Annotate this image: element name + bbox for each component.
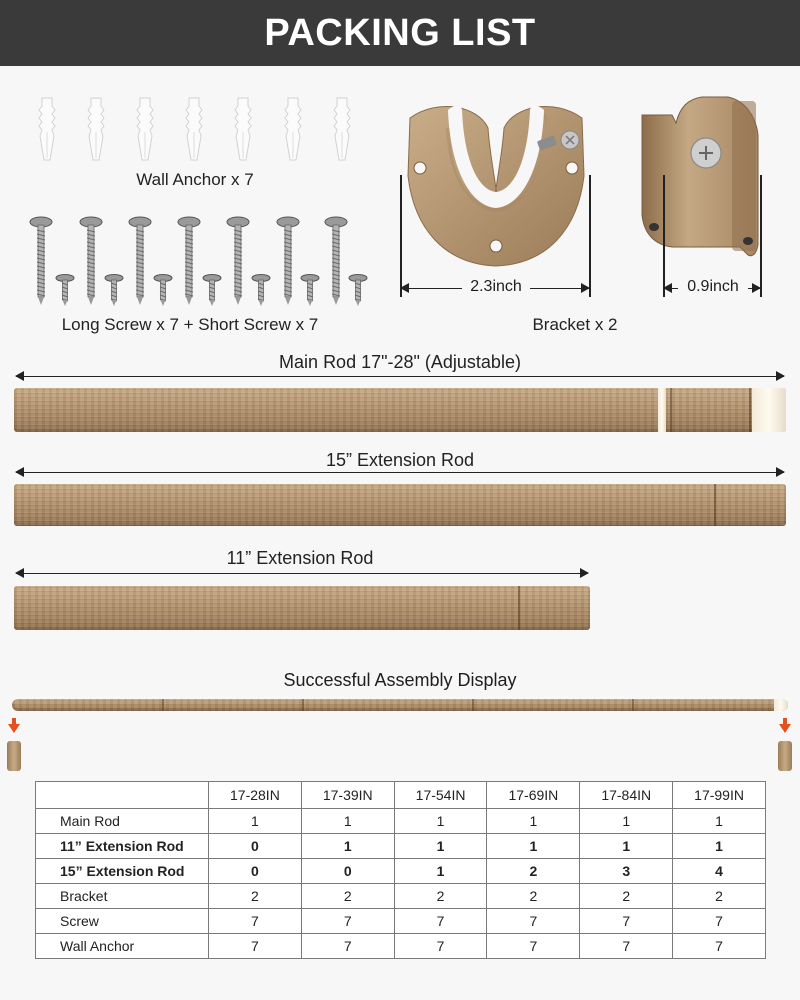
short-screw-icon [251, 274, 271, 306]
long-screw-icon [323, 216, 349, 306]
table-column-header: 17-54IN [394, 782, 487, 809]
page-header [0, 0, 800, 66]
ext11-rod-image [14, 586, 590, 630]
table-column-header: 17-84IN [580, 782, 673, 809]
table-cell: 7 [209, 909, 302, 934]
table-cell: 1 [394, 834, 487, 859]
table-row-label: Wall Anchor [36, 934, 209, 959]
wall-anchor-icon [333, 96, 351, 162]
assembly-spec-table [35, 781, 766, 959]
table-cell: 0 [301, 859, 394, 884]
short-screw-icon [153, 274, 173, 306]
wall-anchor-icon [87, 96, 105, 162]
table-cell: 1 [394, 859, 487, 884]
table-cell: 1 [580, 834, 673, 859]
long-screw-icon [275, 216, 301, 306]
table-cell: 1 [673, 834, 766, 859]
bracket-depth-label: 0.9inch [678, 278, 748, 296]
main-rod-image [14, 388, 786, 432]
table-cell: 1 [394, 809, 487, 834]
ext15-rod-title: 15” Extension Rod [325, 450, 475, 470]
table-row-label: Bracket [36, 884, 209, 909]
table-cell: 7 [673, 934, 766, 959]
table-cell: 0 [209, 834, 302, 859]
table-cell: 1 [673, 809, 766, 834]
table-row-label: Main Rod [36, 809, 209, 834]
wall-anchor-icon [185, 96, 203, 162]
bracket-front-image [398, 98, 594, 270]
table-row [36, 909, 766, 934]
table-column-header: 17-99IN [673, 782, 766, 809]
table-column-header: 17-39IN [301, 782, 394, 809]
table-cell: 7 [394, 934, 487, 959]
table-cell: 0 [209, 859, 302, 884]
long-screw-icon [127, 216, 153, 306]
table-cell: 1 [487, 834, 580, 859]
bracket-width-left-tick [400, 175, 402, 297]
table-row [36, 859, 766, 884]
right-bracket-icon [778, 741, 792, 771]
table-header-row [36, 782, 766, 809]
table-row [36, 809, 766, 834]
short-screw-icon [55, 274, 75, 306]
table-cell: 7 [580, 934, 673, 959]
table-column-header: 17-69IN [487, 782, 580, 809]
table-cell: 7 [487, 934, 580, 959]
left-bracket-icon [7, 741, 21, 771]
assembled-rod-image [12, 699, 788, 711]
left-down-arrow-icon [8, 724, 20, 733]
table-cell: 7 [487, 909, 580, 934]
ext15-rod-image [14, 484, 786, 526]
long-screw-icon [78, 216, 104, 306]
table-row [36, 884, 766, 909]
table-row-label: Screw [36, 909, 209, 934]
table-corner-cell [36, 782, 209, 809]
page-title: PACKING LIST [264, 11, 536, 54]
table-cell: 7 [209, 934, 302, 959]
table-cell: 1 [487, 809, 580, 834]
ext11-rod-title: 11” Extension Rod [226, 548, 374, 568]
bracket-label: Bracket x 2 [532, 315, 618, 334]
long-screw-icon [225, 216, 251, 306]
table-cell: 1 [301, 834, 394, 859]
bracket-width-right-tick [589, 175, 591, 297]
long-screw-icon [176, 216, 202, 306]
main-rod-title: Main Rod 17"-28" (Adjustable) [279, 352, 521, 372]
table-row [36, 934, 766, 959]
table-cell: 4 [673, 859, 766, 884]
table-cell: 3 [580, 859, 673, 884]
bracket-depth-right-tick [760, 175, 762, 297]
screws-label: Long Screw x 7 + Short Screw x 7 [61, 315, 319, 334]
short-screw-icon [104, 274, 124, 306]
bracket-side-image [636, 95, 766, 265]
table-cell: 2 [487, 884, 580, 909]
bracket-width-label: 2.3inch [462, 278, 530, 296]
table-cell: 2 [673, 884, 766, 909]
table-cell: 1 [209, 809, 302, 834]
table-cell: 1 [301, 809, 394, 834]
table-cell: 2 [487, 859, 580, 884]
table-cell: 2 [301, 884, 394, 909]
table-cell: 2 [394, 884, 487, 909]
table-row [36, 834, 766, 859]
bracket-depth-left-tick [663, 175, 665, 297]
table-cell: 7 [301, 909, 394, 934]
assembly-title: Successful Assembly Display [283, 670, 517, 690]
table-row-label: 11” Extension Rod [36, 834, 209, 859]
table-cell: 1 [580, 809, 673, 834]
table-cell: 7 [301, 934, 394, 959]
wall-anchor-icon [234, 96, 252, 162]
table-column-header: 17-28IN [209, 782, 302, 809]
ext15-rod-dimension [16, 472, 784, 473]
wall-anchor-icon [38, 96, 56, 162]
table-cell: 2 [580, 884, 673, 909]
wall-anchor-icon [136, 96, 154, 162]
wall-anchor-icon [284, 96, 302, 162]
table-cell: 7 [580, 909, 673, 934]
long-screw-icon [28, 216, 54, 306]
main-rod-dimension [16, 376, 784, 377]
short-screw-icon [202, 274, 222, 306]
table-cell: 2 [209, 884, 302, 909]
wall-anchor-label: Wall Anchor x 7 [136, 170, 254, 189]
table-cell: 7 [394, 909, 487, 934]
short-screw-icon [348, 274, 368, 306]
ext11-rod-dimension [16, 573, 588, 574]
table-row-label: 15” Extension Rod [36, 859, 209, 884]
short-screw-icon [300, 274, 320, 306]
right-down-arrow-icon [779, 724, 791, 733]
table-cell: 7 [673, 909, 766, 934]
